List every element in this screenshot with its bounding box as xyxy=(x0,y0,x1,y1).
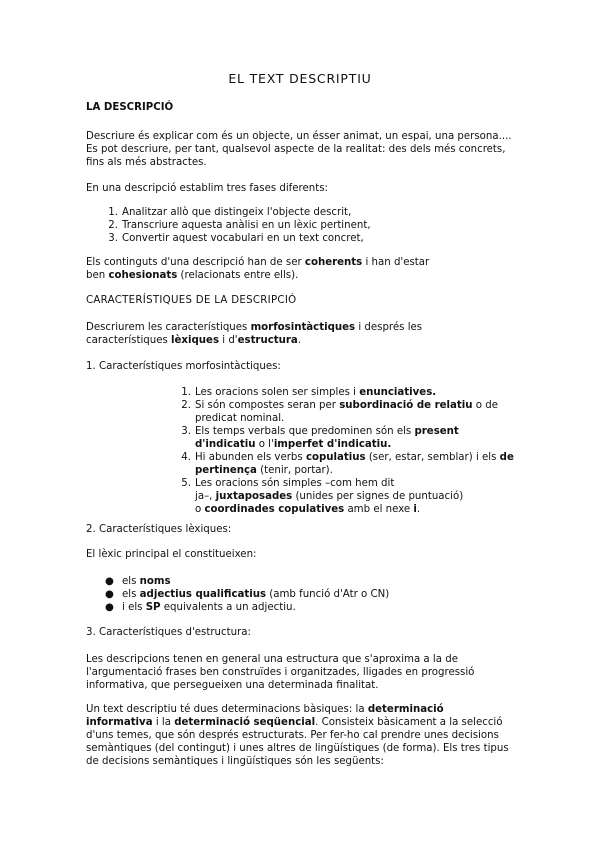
bullet-icon: ● xyxy=(105,602,114,613)
list-item: 4. Hi abunden els verbs copulatius (ser, estar, semblar) i els de pertinença (tenir, portar). xyxy=(181,452,514,476)
phases-intro: En una descripció establim tres fases diferents: xyxy=(86,183,328,194)
intro-paragraph xyxy=(86,130,512,169)
morpho-heading: 1. Característiques morfosintàctiques: xyxy=(86,361,281,372)
bullet-icon: ● xyxy=(105,576,114,587)
list-item: 3. Els temps verbals que predominen són els present d'indicatiu o l'imperfet d'indicatiu. xyxy=(181,426,459,450)
lexical-heading: 2. Característiques lèxiques: xyxy=(86,524,232,535)
page-title: EL TEXT DESCRIPTIU xyxy=(228,71,372,86)
lexical-list xyxy=(105,575,390,614)
list-item: 1. Les oracions solen ser simples i enunciatives. xyxy=(181,387,437,398)
intro-line: Es pot descriure, per tant, qualsevol aspecte de la realitat: des dels més concrets, xyxy=(86,144,506,155)
list-item: 2. Transcriure aquesta anàlisi en un lèxic pertinent, xyxy=(108,220,371,231)
list-item: 3. Convertir aquest vocabulari en un text concret, xyxy=(108,233,364,244)
structure-paragraph: Les descripcions tenen en general una estructura que s'aproxima a la de l'argumentació frases ben construïdes i organitzades, lligades en progressió informativa, que persegueixen una determinada finalitat. xyxy=(86,654,475,691)
phases-list xyxy=(108,206,371,245)
intro-line: fins als més abstractes. xyxy=(86,157,207,168)
characteristics-intro: Descriurem les característiques morfosintàctiques i després les característiques lèxiques i d'estructura. xyxy=(86,322,423,346)
bullet-icon: ● xyxy=(105,589,114,600)
structure-heading: 3. Característiques d'estructura: xyxy=(86,627,251,638)
list-item: ● i els SP equivalents a un adjectiu. xyxy=(105,602,296,613)
contents-paragraph: Els continguts d'una descripció han de ser coherents i han d'estar ben cohesionats (relacionats entre ells). xyxy=(86,257,430,281)
list-item: 2. Si són compostes seran per subordinació de relatiu o de predicat nominal. xyxy=(181,400,498,424)
section-heading: LA DESCRIPCIÓ xyxy=(86,102,174,113)
list-item: 1. Analitzar allò que distingeix l'objecte descrit, xyxy=(108,207,352,218)
list-item: ● els noms xyxy=(105,576,171,587)
lexical-intro: El lèxic principal el constitueixen: xyxy=(86,549,257,560)
list-item: ● els adjectius qualificatius (amb funció d'Atr o CN) xyxy=(105,589,390,600)
characteristics-heading: CARACTERÍSTIQUES DE LA DESCRIPCIÓ xyxy=(86,295,297,306)
morpho-list xyxy=(181,386,514,516)
intro-line: Descriure és explicar com és un objecte, un ésser animat, un espai, una persona.... xyxy=(86,131,512,142)
list-item: 5. Les oracions són simples –com hem dit ja–, juxtaposades (unides per signes de puntuació) o coordinades copulatives amb el nexe i. xyxy=(181,478,464,515)
determinations-paragraph: Un text descriptiu té dues determinacions bàsiques: la determinació informativa i la determinació seqüencial. Consisteix bàsicament a la selecció d'uns temes, que són després estructurats. Per fer-ho cal prendre unes decisions semàntiques (del contingut) i unes altres de lingüístiques (de forma). Els tres tipus de decisions semàntiques i lingüístiques són les següents: xyxy=(86,704,509,767)
